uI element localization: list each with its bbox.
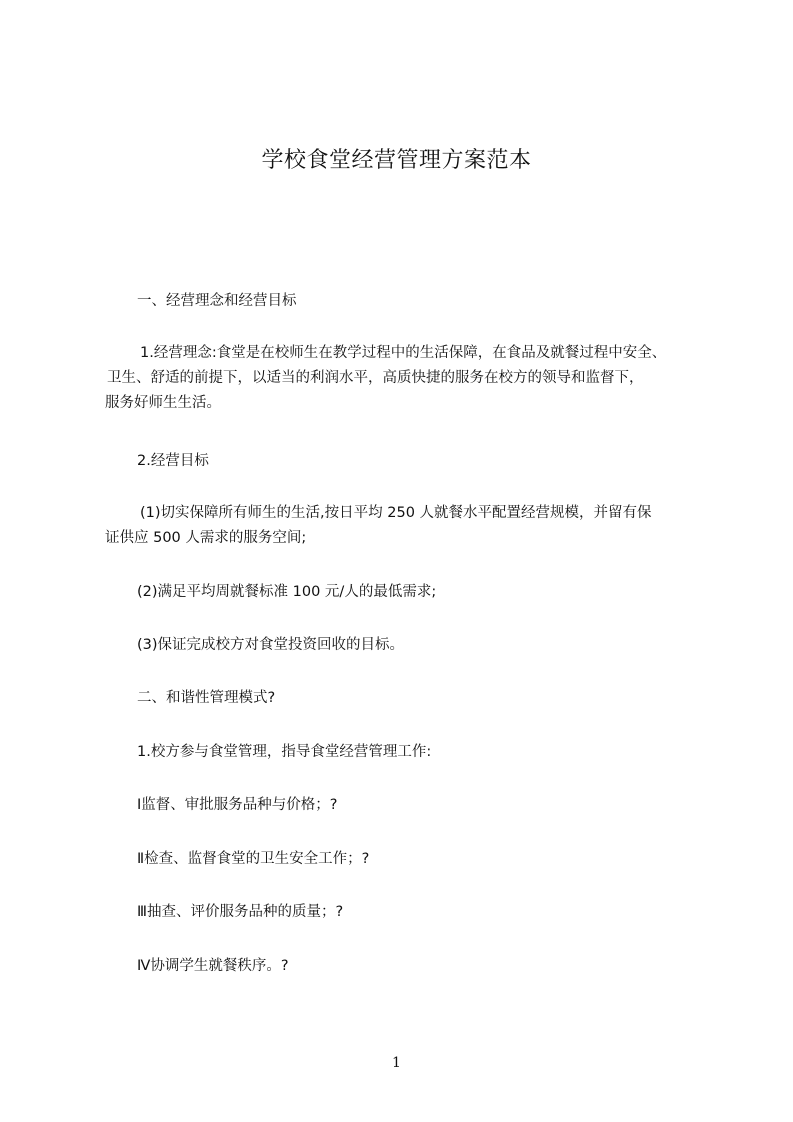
sub-item-3: Ⅲ抽查、评价服务品种的质量；? — [137, 904, 344, 920]
goal1-line-1: (1)切实保障所有师生的生活,按日平均 250 人就餐水平配置经营规模，并留有保 — [140, 505, 652, 521]
goal2-text: (2)满足平均周就餐标准 100 元/人的最低需求; — [137, 584, 437, 600]
goals-heading: 2.经营目标 — [137, 453, 209, 469]
philosophy-line-2: 卫生、舒适的前提下，以适当的利润水平，高质快捷的服务在校方的领导和监督下， — [107, 370, 644, 386]
philosophy-line-3: 服务好师生生活。 — [105, 395, 221, 411]
section2-heading: 二、和谐性管理模式? — [137, 690, 276, 706]
sub-item-4: Ⅳ协调学生就餐秩序。? — [137, 958, 289, 974]
sub-item-2: Ⅱ检查、监督食堂的卫生安全工作；? — [137, 851, 370, 867]
goal3-text: (3)保证完成校方对食堂投资回收的目标。 — [137, 637, 405, 653]
page-number: 1 — [392, 1055, 401, 1071]
philosophy-line-1: 1.经营理念:食堂是在校师生在教学过程中的生活保障，在食品及就餐过程中安全、 — [140, 345, 667, 361]
philosophy-paragraph — [105, 341, 725, 416]
goal1-line-2: 证供应 500 人需求的服务空间; — [105, 530, 307, 546]
management-item-1: 1.校方参与食堂管理，指导食堂经营管理工作: — [137, 744, 432, 760]
sub-item-1: Ⅰ监督、审批服务品种与价格；? — [137, 797, 338, 813]
document-title: 学校食堂经营管理方案范本 — [261, 148, 532, 173]
section1-heading: 一、经营理念和经营目标 — [137, 293, 297, 309]
goal1-paragraph — [105, 501, 725, 551]
